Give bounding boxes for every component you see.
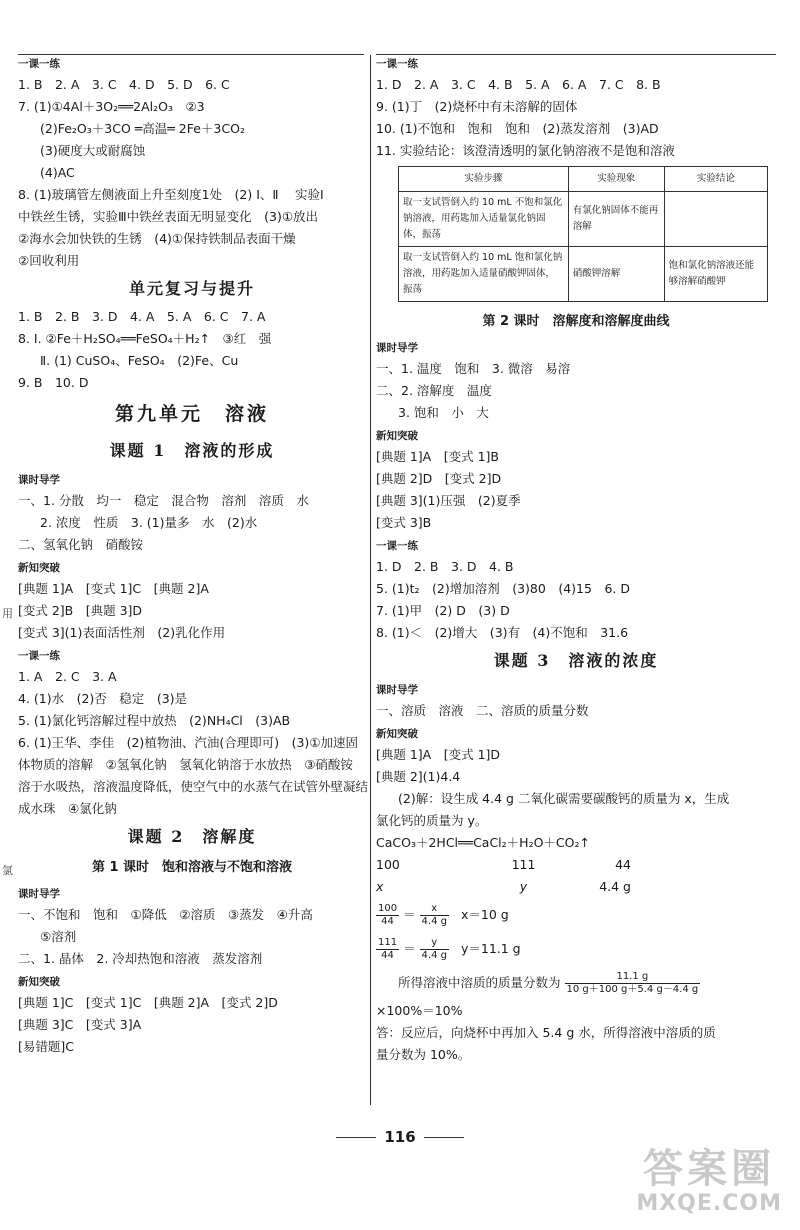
- answer-line: 9. (1)丁 (2)烧杯中有未溶解的固体: [376, 99, 578, 114]
- answer-line: 二、氢氧化钠 硝酸铵: [18, 537, 144, 552]
- subsection-label: 新知突破: [376, 728, 418, 740]
- answer-line: 8. (1)玻璃管左侧液面上升至刻度1处 (2) Ⅰ、Ⅱ 实验Ⅰ: [18, 187, 324, 202]
- answer-line: 1. B 2. B 3. D 4. A 5. A 6. C 7. A: [18, 309, 266, 324]
- answer-line: 氯化钙的质量为 y。: [376, 813, 488, 828]
- table-cell: 饱和氯化钠溶液还能够溶解硝酸钾: [664, 247, 767, 302]
- section-heading: 第九单元 溶液: [114, 403, 269, 425]
- answer-line: 一、不饱和 饱和 ①降低 ②溶质 ③蒸发 ④升高: [18, 907, 313, 922]
- answer-line: [变式 2]B [典题 3]D: [18, 603, 143, 618]
- section-heading: 第 1 课时 饱和溶液与不饱和溶液: [91, 860, 293, 875]
- right-mid-block: [376, 308, 776, 854]
- answer-line: 10. (1)不饱和 饱和 饱和 (2)蒸发溶剂 (3)AD: [376, 121, 659, 136]
- subsection-label: 一课一练: [18, 58, 60, 70]
- fraction: $\frac{111}{44}$: [378, 937, 398, 961]
- right-top-block: [376, 54, 776, 162]
- fraction: $\frac{100}{44}$: [378, 903, 398, 927]
- answer-line: [典题 2]D [变式 2]D: [376, 471, 502, 486]
- section-heading: 课题 1 溶液的形成: [109, 441, 275, 460]
- mass-fraction-text: 所得溶液中溶质的质量分数为: [398, 975, 561, 990]
- table-cell: 硝酸钾溶解: [568, 247, 664, 302]
- table-cell: 取一支试管倒入约 10 mL 不饱和氯化钠溶液，用药匙加入适量氯化钠固体，振荡: [399, 192, 569, 247]
- subsection-label: 一课一练: [18, 650, 60, 662]
- answer-line: 5. (1)氯化钙溶解过程中放热 (2)NH₄Cl (3)AB: [18, 713, 291, 728]
- margin-mark-2: 氯: [2, 864, 13, 877]
- answer-line: 二、2. 溶解度 温度: [376, 383, 492, 398]
- subsection-label: 新知突破: [18, 562, 60, 574]
- fraction: $\frac{x}{4.4 g}$: [421, 903, 447, 927]
- answer-line: [易错题]C: [18, 1039, 74, 1054]
- answer-line: 5. (1)t₂ (2)增加溶剂 (3)80 (4)15 6. D: [376, 581, 630, 596]
- molar-mass-row: [376, 854, 776, 876]
- section-heading: 课题 2 溶解度: [127, 827, 257, 846]
- proportion-y: $\frac{111}{44}$ ＝ $\frac{y}{4.4 g}$ y＝11.1 g: [378, 937, 521, 961]
- answer-line: 9. B 10. D: [18, 375, 89, 390]
- subsection-label: 新知突破: [376, 430, 418, 442]
- subsection-label: 课时导学: [18, 888, 60, 900]
- left-column: [18, 52, 369, 1058]
- answer-line: 8. (1)＜ (2)增大 (3)有 (4)不饱和 31.6: [376, 625, 629, 640]
- subsection-label: 一课一练: [376, 58, 418, 70]
- answer-line: (2)解：设生成 4.4 g 二氧化碳需要碳酸钙的质量为 x，生成: [398, 791, 730, 806]
- equation-block: [376, 854, 776, 1066]
- eq-result: y＝11.1 g: [460, 941, 521, 956]
- answer-line: (2)Fe₂O₃＋3CO ═高温═ 2Fe＋3CO₂: [40, 121, 245, 136]
- answer-line: 2. 浓度 性质 3. (1)量多 水 (2)水: [40, 515, 258, 530]
- answer-line: 体物质的溶解 ②氢氧化钠 氢氧化钠溶于水放热 ③硝酸铵: [18, 757, 353, 772]
- answer-line: [变式 3]B: [376, 515, 432, 530]
- answer-line: [典题 3](1)压强 (2)夏季: [376, 493, 521, 508]
- eq-val: 44: [615, 857, 631, 872]
- answer-line: 3. 饱和 小 大: [398, 405, 489, 420]
- table-cell: [664, 192, 767, 247]
- section-heading: 单元复习与提升: [128, 279, 255, 298]
- subsection-label: 课时导学: [376, 342, 418, 354]
- watermark-logo: [636, 1147, 782, 1216]
- answer-line: ②海水会加快铁的生锈 (4)①保持铁制品表面干燥: [18, 231, 296, 246]
- answer-line: 一、1. 分散 均一 稳定 混合物 溶剂 溶质 水: [18, 493, 309, 508]
- answer-line: ⑤溶剂: [40, 929, 77, 944]
- answer-line: CaCO₃＋2HCl══CaCl₂＋H₂O＋CO₂↑: [376, 835, 590, 850]
- answer-line: [典题 1]C [变式 1]C [典题 2]A [变式 2]D: [18, 995, 278, 1010]
- mass-fraction-line: [376, 966, 776, 1000]
- answer-line: 一、1. 温度 饱和 3. 微溶 易溶: [376, 361, 571, 376]
- subsection-label: 新知突破: [18, 976, 60, 988]
- answer-line-2: 量分数为 10%。: [376, 1047, 471, 1062]
- answer-line: 溶于水吸热，溶液温度降低，使空气中的水蒸气在试管外壁凝结: [18, 779, 369, 794]
- answer-line: [变式 3](1)表面活性剂 (2)乳化作用: [18, 625, 226, 640]
- experiment-table: [398, 166, 768, 302]
- mass-fraction-tail: ×100%＝10%: [376, 1003, 463, 1018]
- subsection-label: 一课一练: [376, 540, 418, 552]
- answer-line: ②回收利用: [18, 253, 80, 268]
- eq-val: 4.4 g: [599, 879, 631, 894]
- eq-val: 100: [376, 857, 400, 872]
- eq-val: 111: [511, 857, 536, 872]
- answer-line-1: 答：反应后，向烧杯中再加入 5.4 g 水，所得溶液中溶质的质: [376, 1025, 716, 1040]
- margin-mark-1: 用: [2, 607, 13, 620]
- answer-line: 中铁丝生锈，实验Ⅲ中铁丝表面无明显变化 (3)①放出: [18, 209, 319, 224]
- answer-line: 8. Ⅰ. ②Fe＋H₂SO₄══FeSO₄＋H₂↑ ③红 强: [18, 331, 272, 346]
- unknown-row: [376, 876, 776, 898]
- eq-val: y: [519, 879, 528, 894]
- section-heading: 第 2 课时 溶解度和溶解度曲线: [482, 314, 670, 329]
- answer-line: 1. D 2. B 3. D 4. B: [376, 559, 514, 574]
- answer-line: [典题 3]C [变式 3]A: [18, 1017, 142, 1032]
- subsection-label: 课时导学: [376, 684, 418, 696]
- section-heading: 课题 3 溶液的浓度: [493, 651, 659, 670]
- watermark-text: 答案圈: [643, 1146, 776, 1192]
- proportion-x: $\frac{100}{44}$ ＝ $\frac{x}{4.4 g}$ x＝10 g: [378, 903, 509, 927]
- table-header-conclusion: 实验结论: [664, 167, 767, 192]
- answer-line: 1. D 2. A 3. C 4. B 5. A 6. A 7. C 8. B: [376, 77, 661, 92]
- eq-result: x＝10 g: [460, 907, 509, 922]
- answer-line: [典题 1]A [变式 1]D: [376, 747, 501, 762]
- answer-line: 成水珠 ④氯化钠: [18, 801, 117, 816]
- watermark-url: MXQE.COM: [636, 1191, 782, 1216]
- answer-line: [典题 2](1)4.4: [376, 769, 461, 784]
- answer-line: [典题 1]A [变式 1]C [典题 2]A: [18, 581, 209, 596]
- table-cell: 有氯化钠固体不能再溶解: [568, 192, 664, 247]
- answer-line: 一、溶质 溶液 二、溶质的质量分数: [376, 703, 589, 718]
- answer-line: 二、1. 晶体 2. 冷却热饱和溶液 蒸发溶剂: [18, 951, 263, 966]
- column-divider: [370, 55, 371, 1105]
- answer-line: 4. (1)水 (2)否 稳定 (3)是: [18, 691, 188, 706]
- answer-line: 7. (1)①4Al＋3O₂══2Al₂O₃ ②3: [18, 99, 205, 114]
- table-header-phenomena: 实验现象: [568, 167, 664, 192]
- table-row: [399, 192, 768, 247]
- answer-line: Ⅱ. (1) CuSO₄、FeSO₄ (2)Fe、Cu: [40, 353, 239, 368]
- answer-line: 1. B 2. A 3. C 4. D 5. D 6. C: [18, 77, 230, 92]
- table-row: [399, 247, 768, 302]
- answer-line: 7. (1)甲 (2) D (3) D: [376, 603, 510, 618]
- answer-line: (3)硬度大或耐腐蚀: [40, 143, 146, 158]
- subsection-label: 课时导学: [18, 474, 60, 486]
- fraction: $\frac{11.1 g}{10 g+100 g+5.4 g-4.4 g}$: [566, 971, 699, 995]
- answer-line: 6. (1)王华、李佳 (2)植物油、汽油(合理即可) (3)①加速固: [18, 735, 358, 750]
- fraction: $\frac{y}{4.4 g}$: [421, 937, 447, 961]
- eq-val: x: [376, 879, 384, 894]
- right-column: [376, 52, 776, 1066]
- answer-line: 11. 实验结论：该澄清透明的氯化钠溶液不是饱和溶液: [376, 143, 675, 158]
- table-cell: 取一支试管倒入约 10 mL 饱和氯化钠溶液，用药匙加入适量硝酸钾固体，振荡: [399, 247, 569, 302]
- answer-line: 1. A 2. C 3. A: [18, 669, 117, 684]
- answer-line: (4)AC: [40, 165, 75, 180]
- answer-line: [典题 1]A [变式 1]B: [376, 449, 499, 464]
- table-header-steps: 实验步骤: [399, 167, 569, 192]
- page-number: 116: [0, 1128, 800, 1146]
